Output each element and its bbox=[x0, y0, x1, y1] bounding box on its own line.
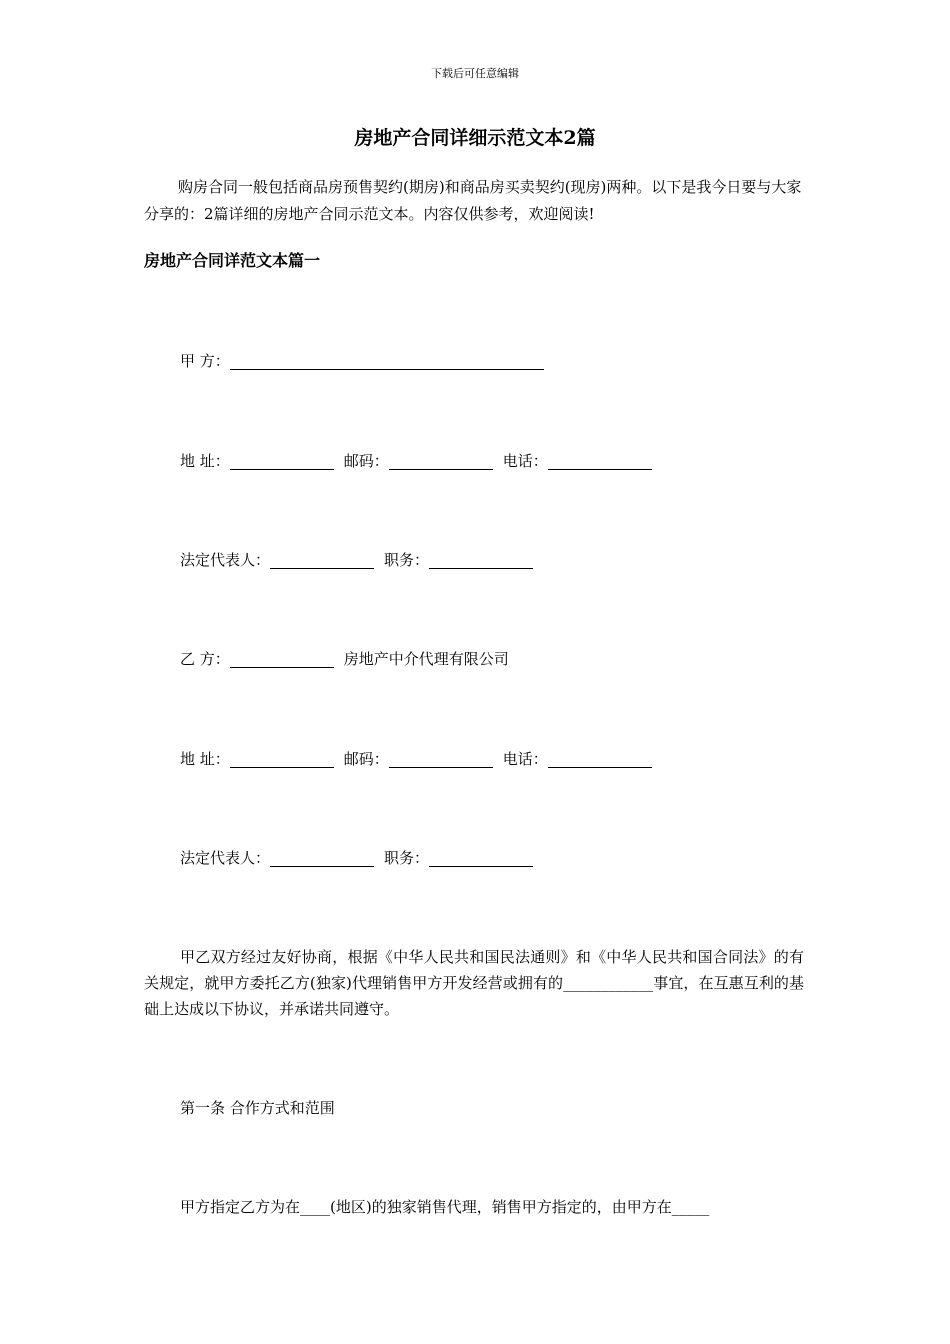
party-a-name-blank bbox=[230, 351, 544, 370]
party-a-phone-blank bbox=[548, 451, 652, 470]
party-a-contact-line bbox=[180, 448, 662, 474]
party-a-legal-rep-label: 法定代表人： bbox=[180, 551, 271, 569]
party-b-rep-line bbox=[180, 845, 543, 871]
party-a-rep-line bbox=[180, 547, 543, 573]
party-a-label: 甲 方： bbox=[180, 352, 230, 370]
party-b-legal-rep-blank bbox=[270, 848, 374, 867]
agreement-paragraph: 甲乙双方经过友好协商，根据《中华人民共和国民法通则》和《中华人民共和国合同法》的有关规定，就甲方委托乙方(独家)代理销售甲方开发经营或拥有的____________事宜，在互惠互利的基础上达成以下协议，并承诺共同遵守。 bbox=[144, 948, 804, 1018]
article-one-text: 甲方指定乙方为在____(地区)的独家销售代理，销售甲方指定的，由甲方在_____ bbox=[180, 1198, 710, 1216]
party-a-postcode-blank bbox=[389, 451, 493, 470]
party-b-postcode-blank bbox=[389, 749, 493, 768]
party-a-name-line bbox=[180, 348, 554, 374]
party-a-position-label: 职务： bbox=[384, 551, 430, 569]
party-b-address-blank bbox=[230, 749, 334, 768]
party-a-phone-label: 电话： bbox=[502, 452, 548, 470]
document-title: 房地产合同详细示范文本2篇 bbox=[354, 127, 596, 149]
party-a-position-blank bbox=[429, 550, 533, 569]
intro-paragraph: 购房合同一般包括商品房预售契约(期房)和商品房买卖契约(现房)两种。以下是我今日要与大家分享的：2篇详细的房地产合同示范文本。内容仅供参考，欢迎阅读! bbox=[144, 178, 802, 223]
party-a-legal-rep-blank bbox=[270, 550, 374, 569]
page-header-note: 下载后可任意编辑 bbox=[431, 67, 519, 80]
party-b-legal-rep-label: 法定代表人： bbox=[180, 849, 271, 867]
party-b-phone-label: 电话： bbox=[502, 750, 548, 768]
party-b-phone-blank bbox=[548, 749, 652, 768]
section-one-heading: 房地产合同详范文本篇一 bbox=[144, 251, 321, 270]
party-b-name-blank bbox=[230, 649, 334, 668]
party-b-position-blank bbox=[429, 848, 533, 867]
party-b-name-line bbox=[180, 646, 509, 672]
party-b-address-label: 地 址： bbox=[180, 750, 230, 768]
party-b-position-label: 职务： bbox=[384, 849, 430, 867]
party-a-address-blank bbox=[230, 451, 334, 470]
party-a-address-label: 地 址： bbox=[180, 452, 230, 470]
party-b-contact-line bbox=[180, 746, 662, 772]
party-b-company-name: 房地产中介代理有限公司 bbox=[343, 650, 509, 668]
party-b-label: 乙 方： bbox=[180, 650, 230, 668]
party-b-postcode-label: 邮码： bbox=[343, 750, 389, 768]
party-a-postcode-label: 邮码： bbox=[343, 452, 389, 470]
article-one-title: 第一条 合作方式和范围 bbox=[180, 1099, 335, 1117]
